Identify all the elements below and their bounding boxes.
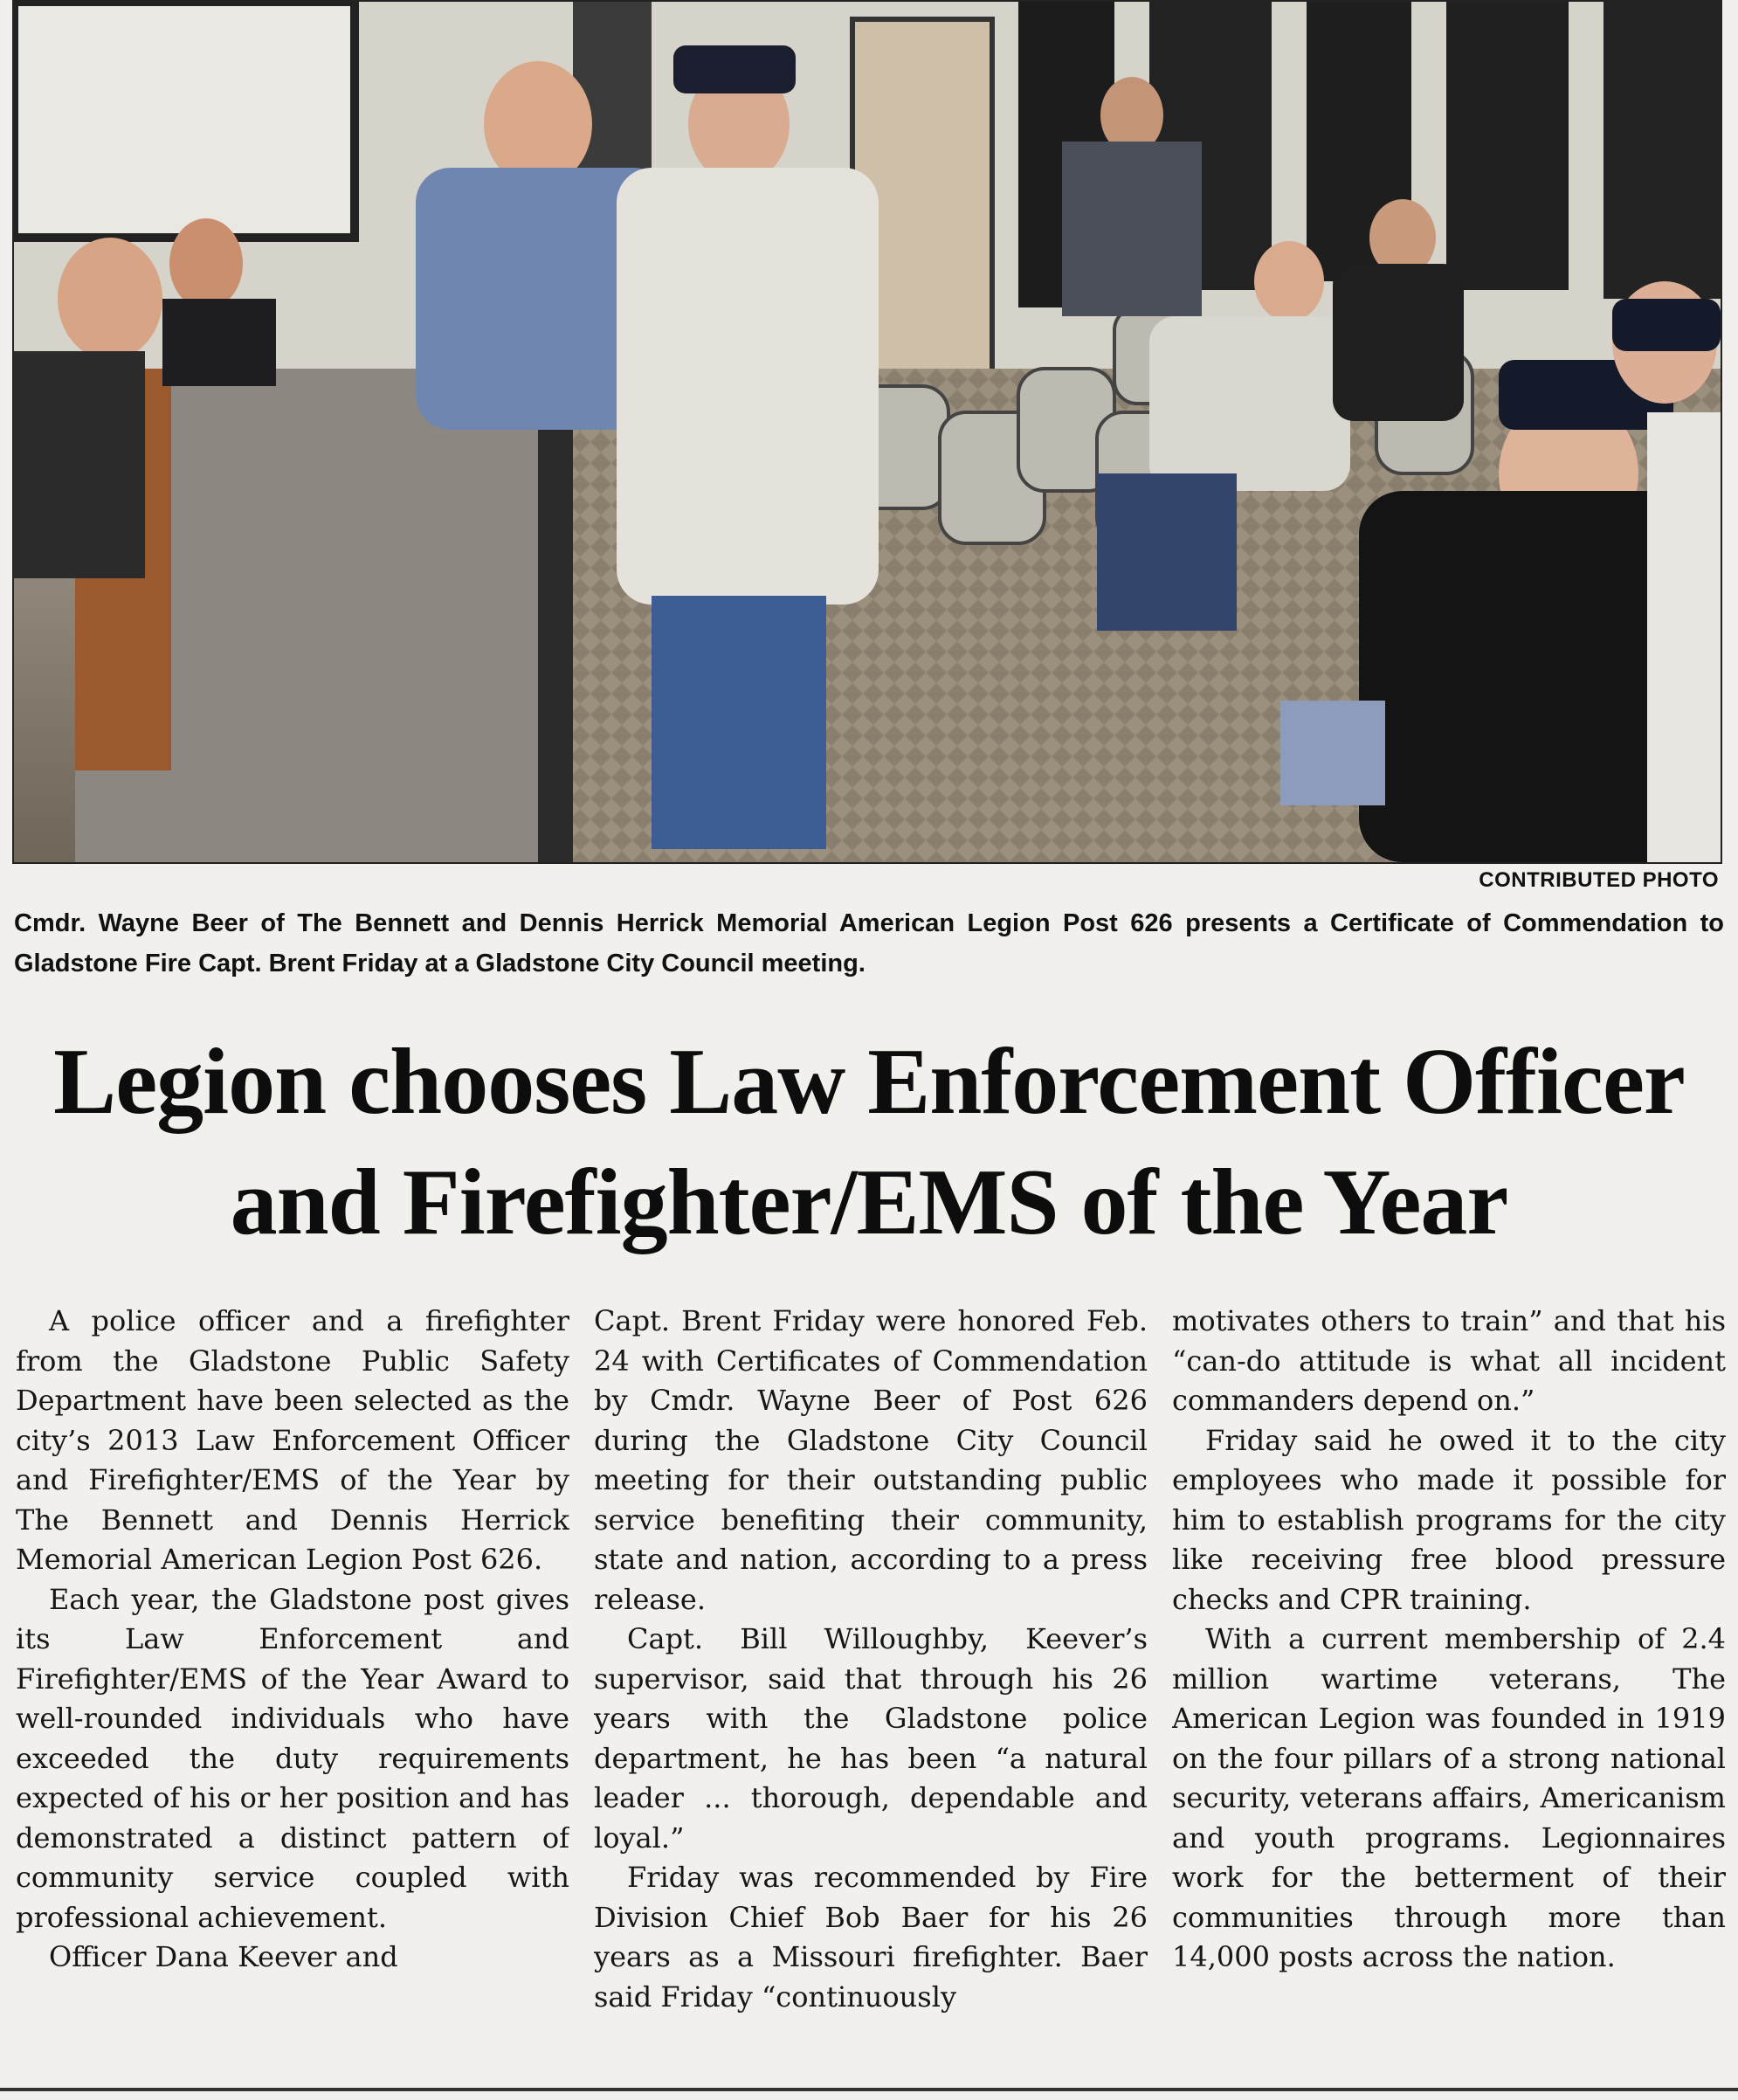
article-body: [16, 1302, 1726, 2070]
article-column-1: [16, 1302, 569, 2070]
photo-credit: CONTRIBUTED PHOTO: [1479, 868, 1719, 892]
headline-line-2: and Firefighter/EMS of the Year: [230, 1150, 1508, 1254]
bottom-rule: [0, 2088, 1738, 2091]
article-column-3: [1172, 1302, 1726, 2070]
article-column-2: [594, 1302, 1148, 2070]
paragraph: Each year, the Gladstone post gives its Law Enforcement and Firefighter/EMS of the Year Award to well-rounded individuals who have exceeded the duty requirements expected of his or her position and has demonstrated a distinct pattern of community service coupled with professional achievement.: [16, 1582, 569, 1934]
paragraph: Friday was recommended by Fire Division Chief Bob Baer for his 26 years as a Missouri firefighter. Baer said Friday “continuously: [594, 1861, 1148, 2014]
news-photo: [12, 0, 1722, 864]
paragraph: Officer Dana Keever and: [49, 1940, 398, 1973]
paragraph: Friday said he owed it to the city employees who made it possible for him to establish programs for the city like receiving free blood pressure checks and CPR training.: [1172, 1423, 1726, 1616]
headline-line-1: Legion chooses Law Enforcement Officer: [53, 1030, 1685, 1134]
paragraph-continued: motivates others to train” and that his “can-do attitude is what all incident commanders depend on.”: [1172, 1304, 1726, 1417]
headline: [0, 1022, 1738, 1263]
paragraph: With a current membership of 2.4 million wartime veterans, The American Legion was founded in 1919 on the four pillars of a strong national security, veterans affairs, Americanism and youth programs. Legionnaires work for the betterment of their communities through more than 14,000 posts across the nation.: [1172, 1622, 1726, 1973]
paragraph: A police officer and a firefighter from the Gladstone Public Safety Department have been selected as the city’s 2013 Law Enforcement Officer and Firefighter/EMS of the Year by The Bennett and Dennis Herrick Memorial American Legion Post 626.: [16, 1304, 569, 1576]
paragraph: Capt. Bill Willoughby, Keever’s supervisor, said that through his 26 years with the Gladstone police department, he has been “a natural leader ... thorough, dependable and loyal.”: [594, 1622, 1148, 1855]
photo-illustration: [14, 2, 1721, 862]
paragraph-continued: Capt. Brent Friday were honored Feb. 24 with Certificates of Commendation by Cmdr. Wayne Beer of Post 626 during the Gladstone City Council meeting for their outstanding public service benefiting their community, state and nation, according to a press release.: [594, 1304, 1148, 1616]
photo-caption: Cmdr. Wayne Beer of The Bennett and Dennis Herrick Memorial American Legion Post 626 presents a Certificate of Commendation to Gladstone Fire Capt. Brent Friday at a Gladstone City Council meeting.: [14, 909, 1724, 977]
